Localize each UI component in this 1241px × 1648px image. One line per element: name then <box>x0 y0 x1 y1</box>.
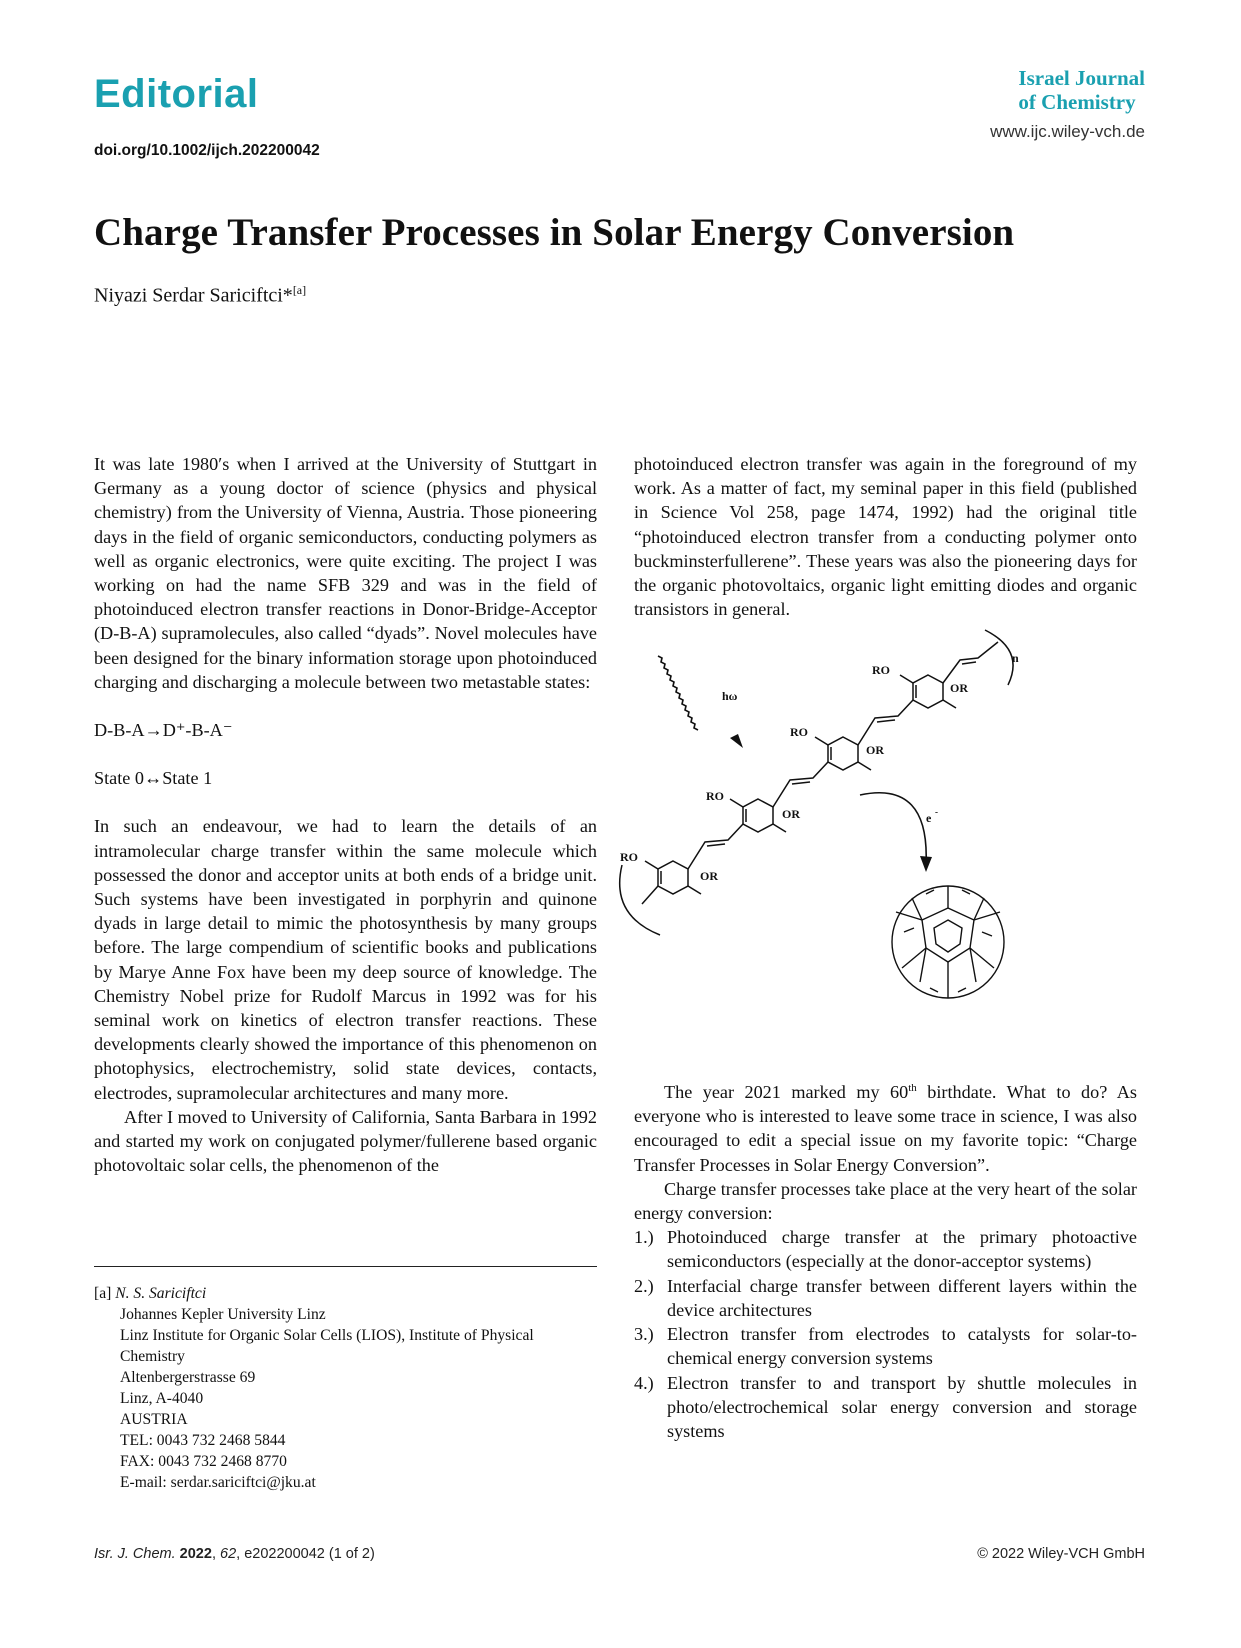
or-label: OR <box>782 807 800 821</box>
light-arrow-head <box>730 734 743 748</box>
paragraph-text: birthdate. What to do? As everyone who is interested to leave some trace in science, I was also encouraged to edit a special issue on my favorite topic: “Charge Transfer Processes in Solar Energy Conversion”. <box>634 1082 1137 1175</box>
list-text: Electron transfer from electrodes to catalysts for solar-to-chemical energy conversion systems <box>667 1324 1137 1369</box>
right-column-bottom <box>634 1076 1137 1443</box>
equation-state: State 0↔State 1 <box>94 768 213 789</box>
list-item <box>634 1371 1137 1444</box>
footer-citation <box>94 1546 375 1562</box>
affiliation-block <box>94 1283 604 1493</box>
paragraph-text: The year 2021 marked my 60 <box>664 1082 909 1103</box>
polymer-chain <box>620 630 1013 935</box>
affiliation-line: TEL: 0043 732 2468 5844 <box>120 1432 286 1449</box>
benzene-ring <box>828 737 858 770</box>
paragraph: It was late 1980′s when I arrived at the University of Stuttgart in Germany as a young doctor of science (physics and physical chemistry) from the University of Vienna, Austria. Those pioneering days in the field of organic semiconductors, conducting polymers as well as organic electronics, were quite exciting. The project I was working on had the name SFB 329 and was in the field of photoinduced electron transfer reactions in Donor-Bridge-Acceptor (D-B-A) supramolecules, also called “dyads”. Novel molecules have been designed for the binary information storage upon photoinduced charging and discharging a molecule between two metastable states: <box>94 454 597 692</box>
charge-transfer-list <box>634 1225 1137 1443</box>
equation-dba: D-B-A→D⁺-B-A⁻ <box>94 720 233 741</box>
electron-label: e <box>926 811 932 825</box>
light-wave-arrow <box>658 656 698 730</box>
affiliation-email[interactable]: E-mail: serdar.sariciftci@jku.at <box>120 1474 316 1491</box>
ro-label: RO <box>790 725 808 739</box>
right-column-top <box>634 452 1137 621</box>
superscript: th <box>908 1082 917 1094</box>
ro-label: RO <box>620 850 638 864</box>
fullerene-c60 <box>892 886 1004 998</box>
paragraph: photoinduced electron transfer was again in the foreground of my work. As a matter of fact, my seminal paper in this field (published in Science Vol 258, page 1474, 1992) had the original title “photoinduced electron transfer from a conducting polymer onto buckminsterfullerene”. These years was also the pioneering days for the organic photovoltaics, organic light emitting diodes and organic transistors in general. <box>634 454 1137 620</box>
benzene-ring <box>743 799 773 832</box>
list-number: 4.) <box>634 1372 654 1393</box>
footer-journal: Isr. J. Chem. <box>94 1546 176 1562</box>
benzene-ring <box>658 861 688 894</box>
footer-volume: 62 <box>220 1546 237 1562</box>
list-number: 3.) <box>634 1324 654 1345</box>
footer-year: 2022 <box>179 1546 212 1562</box>
electron-charge: - <box>935 807 938 817</box>
list-number: 2.) <box>634 1275 654 1296</box>
footer-article-id: , e202200042 (1 of 2) <box>236 1546 375 1562</box>
left-column <box>94 452 597 1177</box>
journal-name-line1: Israel Journal <box>1018 66 1145 90</box>
electron-transfer-arrow <box>860 793 926 865</box>
journal-logo <box>1018 66 1145 114</box>
footer-separator: , <box>211 1546 220 1562</box>
hv-label: hω <box>722 689 738 703</box>
journal-name-line2: of Chemistry <box>1018 90 1136 114</box>
repeat-label: n <box>1012 651 1019 665</box>
list-text: Photoinduced charge transfer at the primary photoactive semiconductors (especially at the donor-acceptor systems) <box>667 1227 1137 1272</box>
affiliation-line: FAX: 0043 732 2468 8770 <box>120 1453 287 1470</box>
polymer-fullerene-figure <box>620 650 1150 1060</box>
doi-link[interactable]: doi.org/10.1002/ijch.202200042 <box>94 142 320 159</box>
or-label: OR <box>950 681 968 695</box>
affiliation-line: Linz Institute for Organic Solar Cells (LIOS), Institute of Physical <box>120 1327 534 1344</box>
footnote-divider <box>94 1266 597 1267</box>
paragraph <box>634 1076 1137 1177</box>
affiliation-line: AUSTRIA <box>120 1411 188 1428</box>
list-item <box>634 1322 1137 1370</box>
affiliation-line: Linz, A-4040 <box>120 1390 204 1407</box>
list-number: 1.) <box>634 1227 654 1248</box>
list-item <box>634 1225 1137 1273</box>
author-line <box>94 283 306 308</box>
ro-label: RO <box>706 789 724 803</box>
author-name: Niyazi Serdar Sariciftci* <box>94 284 293 307</box>
affiliation-line: Johannes Kepler University Linz <box>120 1306 326 1323</box>
affiliation-line: Altenbergerstrasse 69 <box>120 1369 256 1386</box>
list-text: Interfacial charge transfer between different layers within the device architectures <box>667 1275 1137 1320</box>
list-item <box>634 1274 1137 1322</box>
affiliation-name: N. S. Sariciftci <box>115 1285 207 1302</box>
author-affiliation-mark: [a] <box>292 283 307 297</box>
affiliation-line: Chemistry <box>120 1348 185 1365</box>
journal-website-link[interactable]: www.ijc.wiley-vch.de <box>990 122 1145 141</box>
footer-copyright: © 2022 Wiley-VCH GmbH <box>977 1546 1145 1562</box>
list-text: Electron transfer to and transport by shuttle molecules in photo/electrochemical solar energy conversion and storage systems <box>667 1372 1137 1441</box>
ro-label: RO <box>872 663 890 677</box>
or-label: OR <box>866 743 884 757</box>
paragraph: In such an endeavour, we had to learn the details of an intramolecular charge transfer within the same molecule which possessed the donor and acceptor units at both ends of a bridge unit. Such systems have been investigated in porphyrin and quinone dyads in large detail to mimic the photosynthesis by many groups before. The large compendium of scientific books and publications by Marye Anne Fox have been my deep source of knowledge. The Chemistry Nobel prize for Rudolf Marcus in 1992 was for his seminal work on kinetics of electron transfer reactions. These developments clearly showed the importance of this phenomenon on photophysics, electrochemistry, solid state devices, contacts, electrodes, supramolecular architectures and many more. <box>94 816 597 1103</box>
article-title: Charge Transfer Processes in Solar Energy Conversion <box>94 211 1015 254</box>
or-label: OR <box>700 869 718 883</box>
affiliation-head <box>94 1283 604 1304</box>
benzene-ring <box>913 675 943 708</box>
paragraph: Charge transfer processes take place at the very heart of the solar energy conversion: <box>634 1178 1137 1224</box>
section-label: Editorial <box>94 72 259 116</box>
paragraph: After I moved to University of California, Santa Barbara in 1992 and started my work on conjugated polymer/fullerene based organic photovoltaic solar cells, the phenomenon of the <box>94 1106 597 1176</box>
affiliation-mark: [a] <box>94 1285 112 1302</box>
